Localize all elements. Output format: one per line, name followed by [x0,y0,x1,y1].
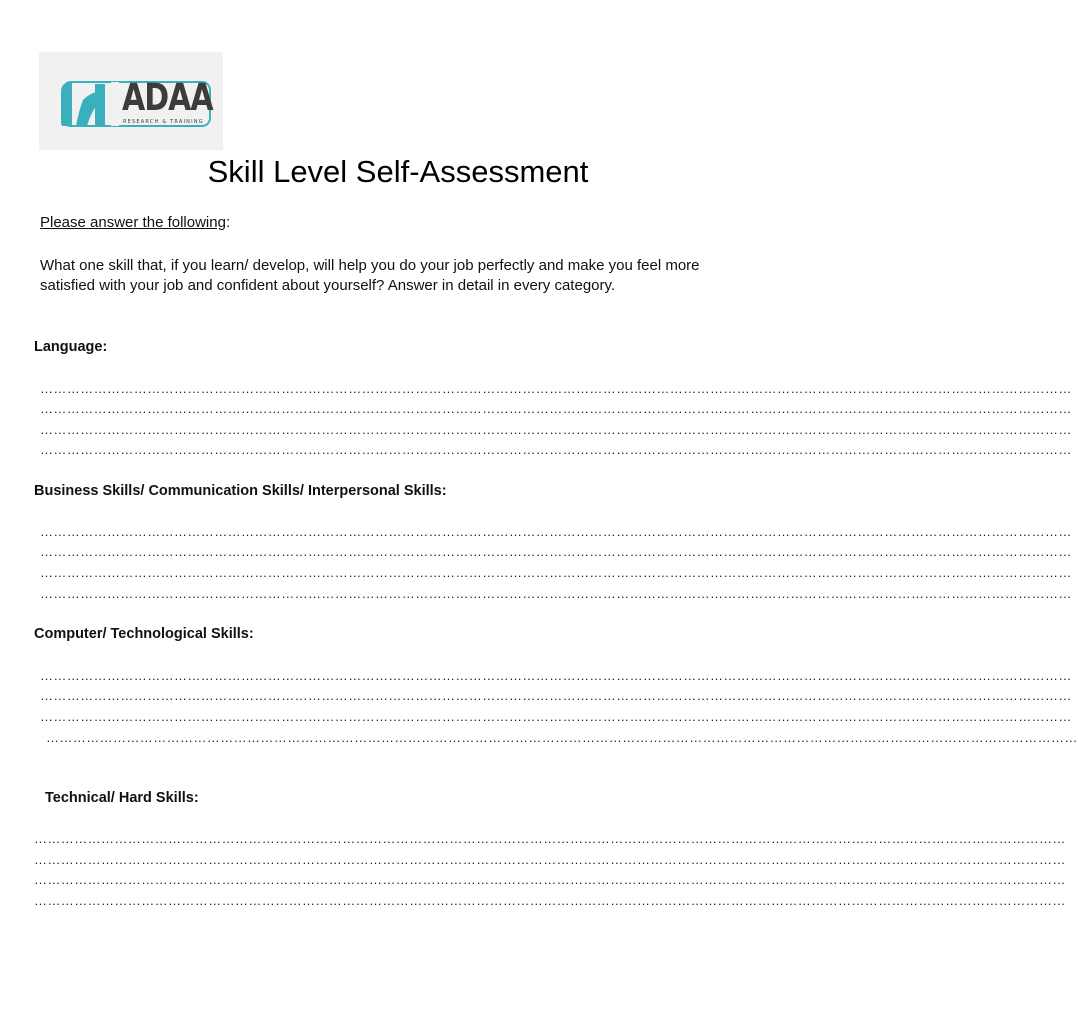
logo-wordmark: ADAA [122,76,213,120]
section-heading-computer-skills: Computer/ Technological Skills: [34,626,254,642]
intro-instruction [40,214,230,231]
answer-line[interactable]: …………………………………………………………………………………………………………………………………………………………………………………………………………… [40,586,1072,601]
intro-colon: : [225,214,231,231]
answer-line[interactable]: …………………………………………………………………………………………………………………………………………………………………………………………………………… [40,668,1072,683]
answer-line[interactable]: …………………………………………………………………………………………………………………………………………………………………………………………………………… [46,730,1078,745]
section-heading-language: Language: [34,339,108,355]
answer-line[interactable]: …………………………………………………………………………………………………………………………………………………………………………………………………………… [40,524,1072,539]
logo-tagline: RESEARCH & TRAINING [123,119,204,125]
answer-line[interactable]: …………………………………………………………………………………………………………………………………………………………………………………………………………… [40,422,1072,437]
section-heading-business-skills: Business Skills/ Communication Skills/ Interpersonal Skills: [34,483,447,499]
intro-text: Please answer the following [40,214,226,231]
answer-line[interactable]: …………………………………………………………………………………………………………………………………………………………………………………………………………… [34,852,1066,867]
section-heading-technical-skills: Technical/ Hard Skills: [45,790,199,806]
answer-line[interactable]: …………………………………………………………………………………………………………………………………………………………………………………………………………… [40,565,1072,580]
answer-line[interactable]: …………………………………………………………………………………………………………………………………………………………………………………………………………… [34,831,1066,846]
answer-line[interactable]: …………………………………………………………………………………………………………………………………………………………………………………………………………… [34,893,1066,908]
answer-line[interactable]: …………………………………………………………………………………………………………………………………………………………………………………………………………… [40,688,1072,703]
answer-line[interactable]: …………………………………………………………………………………………………………………………………………………………………………………………………………… [40,442,1072,457]
page-title: Skill Level Self-Assessment [207,154,589,189]
answer-line[interactable]: …………………………………………………………………………………………………………………………………………………………………………………………………………… [40,709,1072,724]
answer-line[interactable]: …………………………………………………………………………………………………………………………………………………………………………………………………………… [40,381,1072,396]
answer-line[interactable]: …………………………………………………………………………………………………………………………………………………………………………………………………………… [40,401,1072,416]
answer-line[interactable]: …………………………………………………………………………………………………………………………………………………………………………………………………………… [40,544,1072,559]
question-text: What one skill that, if you learn/ develop, will help you do your job perfectly and make you feel more satisfied with your job and confident about yourself? Answer in detail in every category. [40,257,700,294]
answer-line[interactable]: …………………………………………………………………………………………………………………………………………………………………………………………………………… [34,872,1066,887]
logo [39,52,223,150]
